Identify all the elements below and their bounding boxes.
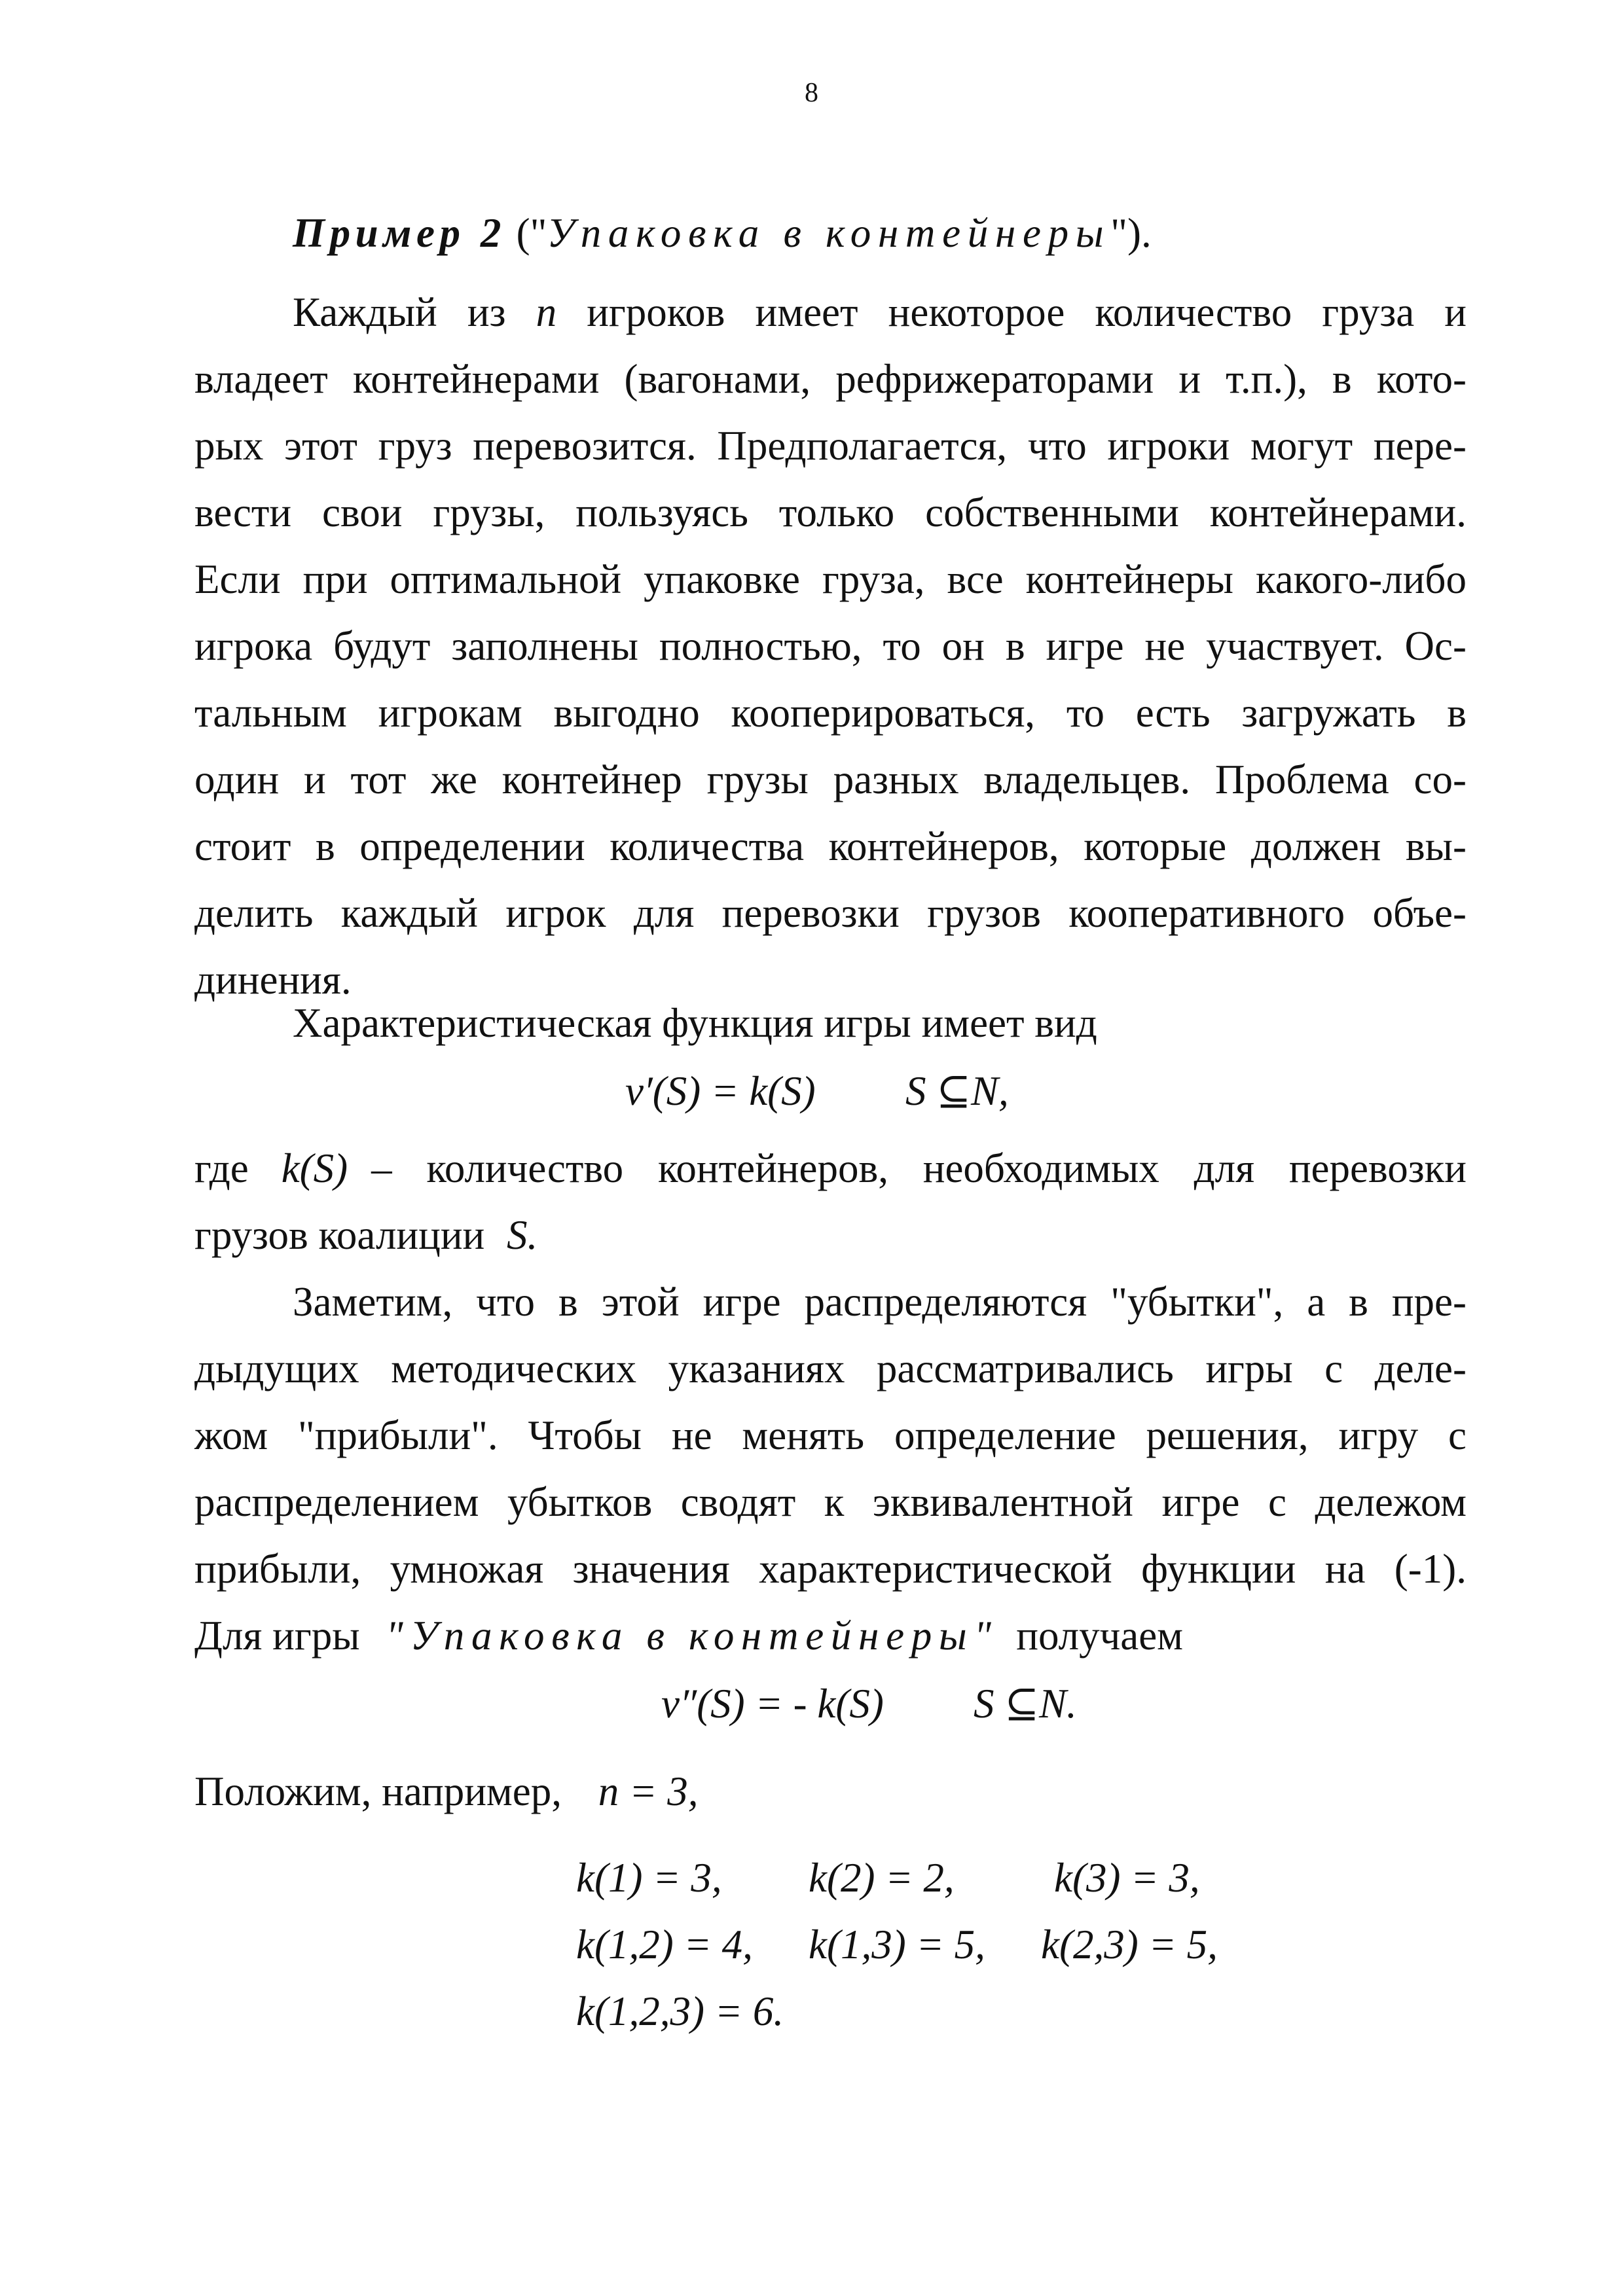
paragraph1-line bbox=[293, 289, 1467, 335]
page-number: 8 bbox=[805, 78, 818, 108]
example-label: Пример 2 bbox=[293, 210, 506, 256]
formula-2-rhs: S ⊆N. bbox=[974, 1681, 1077, 1727]
paragraph2-line: жом "прибыли". Чтобы не менять определение решения, игру с bbox=[194, 1412, 1467, 1458]
paragraph1-line: один и тот же контейнер грузы разных владельцев. Проблема со- bbox=[194, 757, 1467, 802]
formula-1-lhs: ν′(S) = k(S) bbox=[625, 1068, 816, 1114]
for-game-line bbox=[194, 1615, 1467, 1657]
k-value: k(1,2) = 4, bbox=[576, 1922, 753, 1967]
variable-n: n bbox=[536, 289, 557, 335]
k-value: k(1) = 3, bbox=[576, 1855, 722, 1901]
where-line-1 bbox=[194, 1145, 1467, 1191]
example-title: Упаковка в контейнеры bbox=[547, 210, 1111, 256]
paragraph1-line: динения. bbox=[194, 957, 352, 1003]
where-prefix: где bbox=[194, 1145, 249, 1191]
paragraph1-line: стоит в определении количества контейнеров, которые должен вы- bbox=[194, 823, 1467, 869]
k-value: k(2,3) = 5, bbox=[1041, 1922, 1218, 1967]
paragraph1-line: игрока будут заполнены полностью, то он в игре не участвует. Ос- bbox=[194, 623, 1467, 669]
k-value: k(1,3) = 5, bbox=[809, 1922, 985, 1967]
suppose-text: Положим, например, bbox=[194, 1768, 562, 1814]
example-title-close: "). bbox=[1110, 210, 1152, 256]
for-game-title: "Упаковка в контейнеры" bbox=[386, 1613, 998, 1659]
char-intro: Характеристическая функция игры имеет вид bbox=[293, 1000, 1097, 1046]
k-value: k(1,2,3) = 6. bbox=[576, 1988, 784, 2034]
paragraph2-line: дыдущих методических указаниях рассматривались игры с деле- bbox=[194, 1346, 1467, 1391]
where-term: k(S) bbox=[281, 1145, 348, 1191]
paragraph1-text: игроков имеет некоторое количество груза и bbox=[556, 289, 1467, 335]
formula-1-rhs: S ⊆N, bbox=[905, 1068, 1009, 1114]
paragraph2-line: распределением убытков сводят к эквивалентной игре с дележом bbox=[194, 1479, 1467, 1525]
paragraph1-text: Каждый из bbox=[293, 289, 536, 335]
paragraph1-line: Если при оптимальной упаковке груза, все контейнеры какого-либо bbox=[194, 556, 1467, 602]
paragraph1-line: вести свои грузы, пользуясь только собственными контейнерами. bbox=[194, 490, 1467, 535]
k-value: k(3) = 3, bbox=[1054, 1855, 1200, 1901]
paragraph1-line: владеет контейнерами (вагонами, рефрижераторами и т.п.), в кото- bbox=[194, 356, 1467, 402]
paragraph1-line: тальным игрокам выгодно кооперироваться, то есть загружать в bbox=[194, 690, 1467, 736]
paragraph1-line: рых этот груз перевозится. Предполагается, что игроки могут пере- bbox=[194, 423, 1467, 469]
example-heading bbox=[293, 210, 1565, 256]
where-coalition: S. bbox=[507, 1212, 538, 1258]
example-title-open: (" bbox=[516, 210, 547, 256]
where-rest: – количество контейнеров, необходимых для перевозки bbox=[371, 1145, 1467, 1191]
suppose-line bbox=[194, 1768, 1467, 1814]
k-value: k(2) = 2, bbox=[809, 1855, 955, 1901]
where-line-2 bbox=[194, 1212, 1467, 1258]
paragraph1-line: делить каждый игрок для перевозки грузов кооперативного объе- bbox=[194, 890, 1467, 936]
for-game-prefix: Для игры bbox=[194, 1613, 360, 1659]
where-text: грузов коалиции bbox=[194, 1212, 485, 1258]
paragraph2-line: Заметим, что в этой игре распределяются "убытки", а в пре- bbox=[293, 1279, 1467, 1325]
suppose-value: n = 3, bbox=[598, 1768, 699, 1814]
for-game-suffix: получаем bbox=[1016, 1613, 1184, 1659]
formula-2-lhs: ν″(S) = - k(S) bbox=[661, 1681, 884, 1727]
paragraph2-line: прибыли, умножая значения характеристической функции на (-1). bbox=[194, 1546, 1467, 1592]
